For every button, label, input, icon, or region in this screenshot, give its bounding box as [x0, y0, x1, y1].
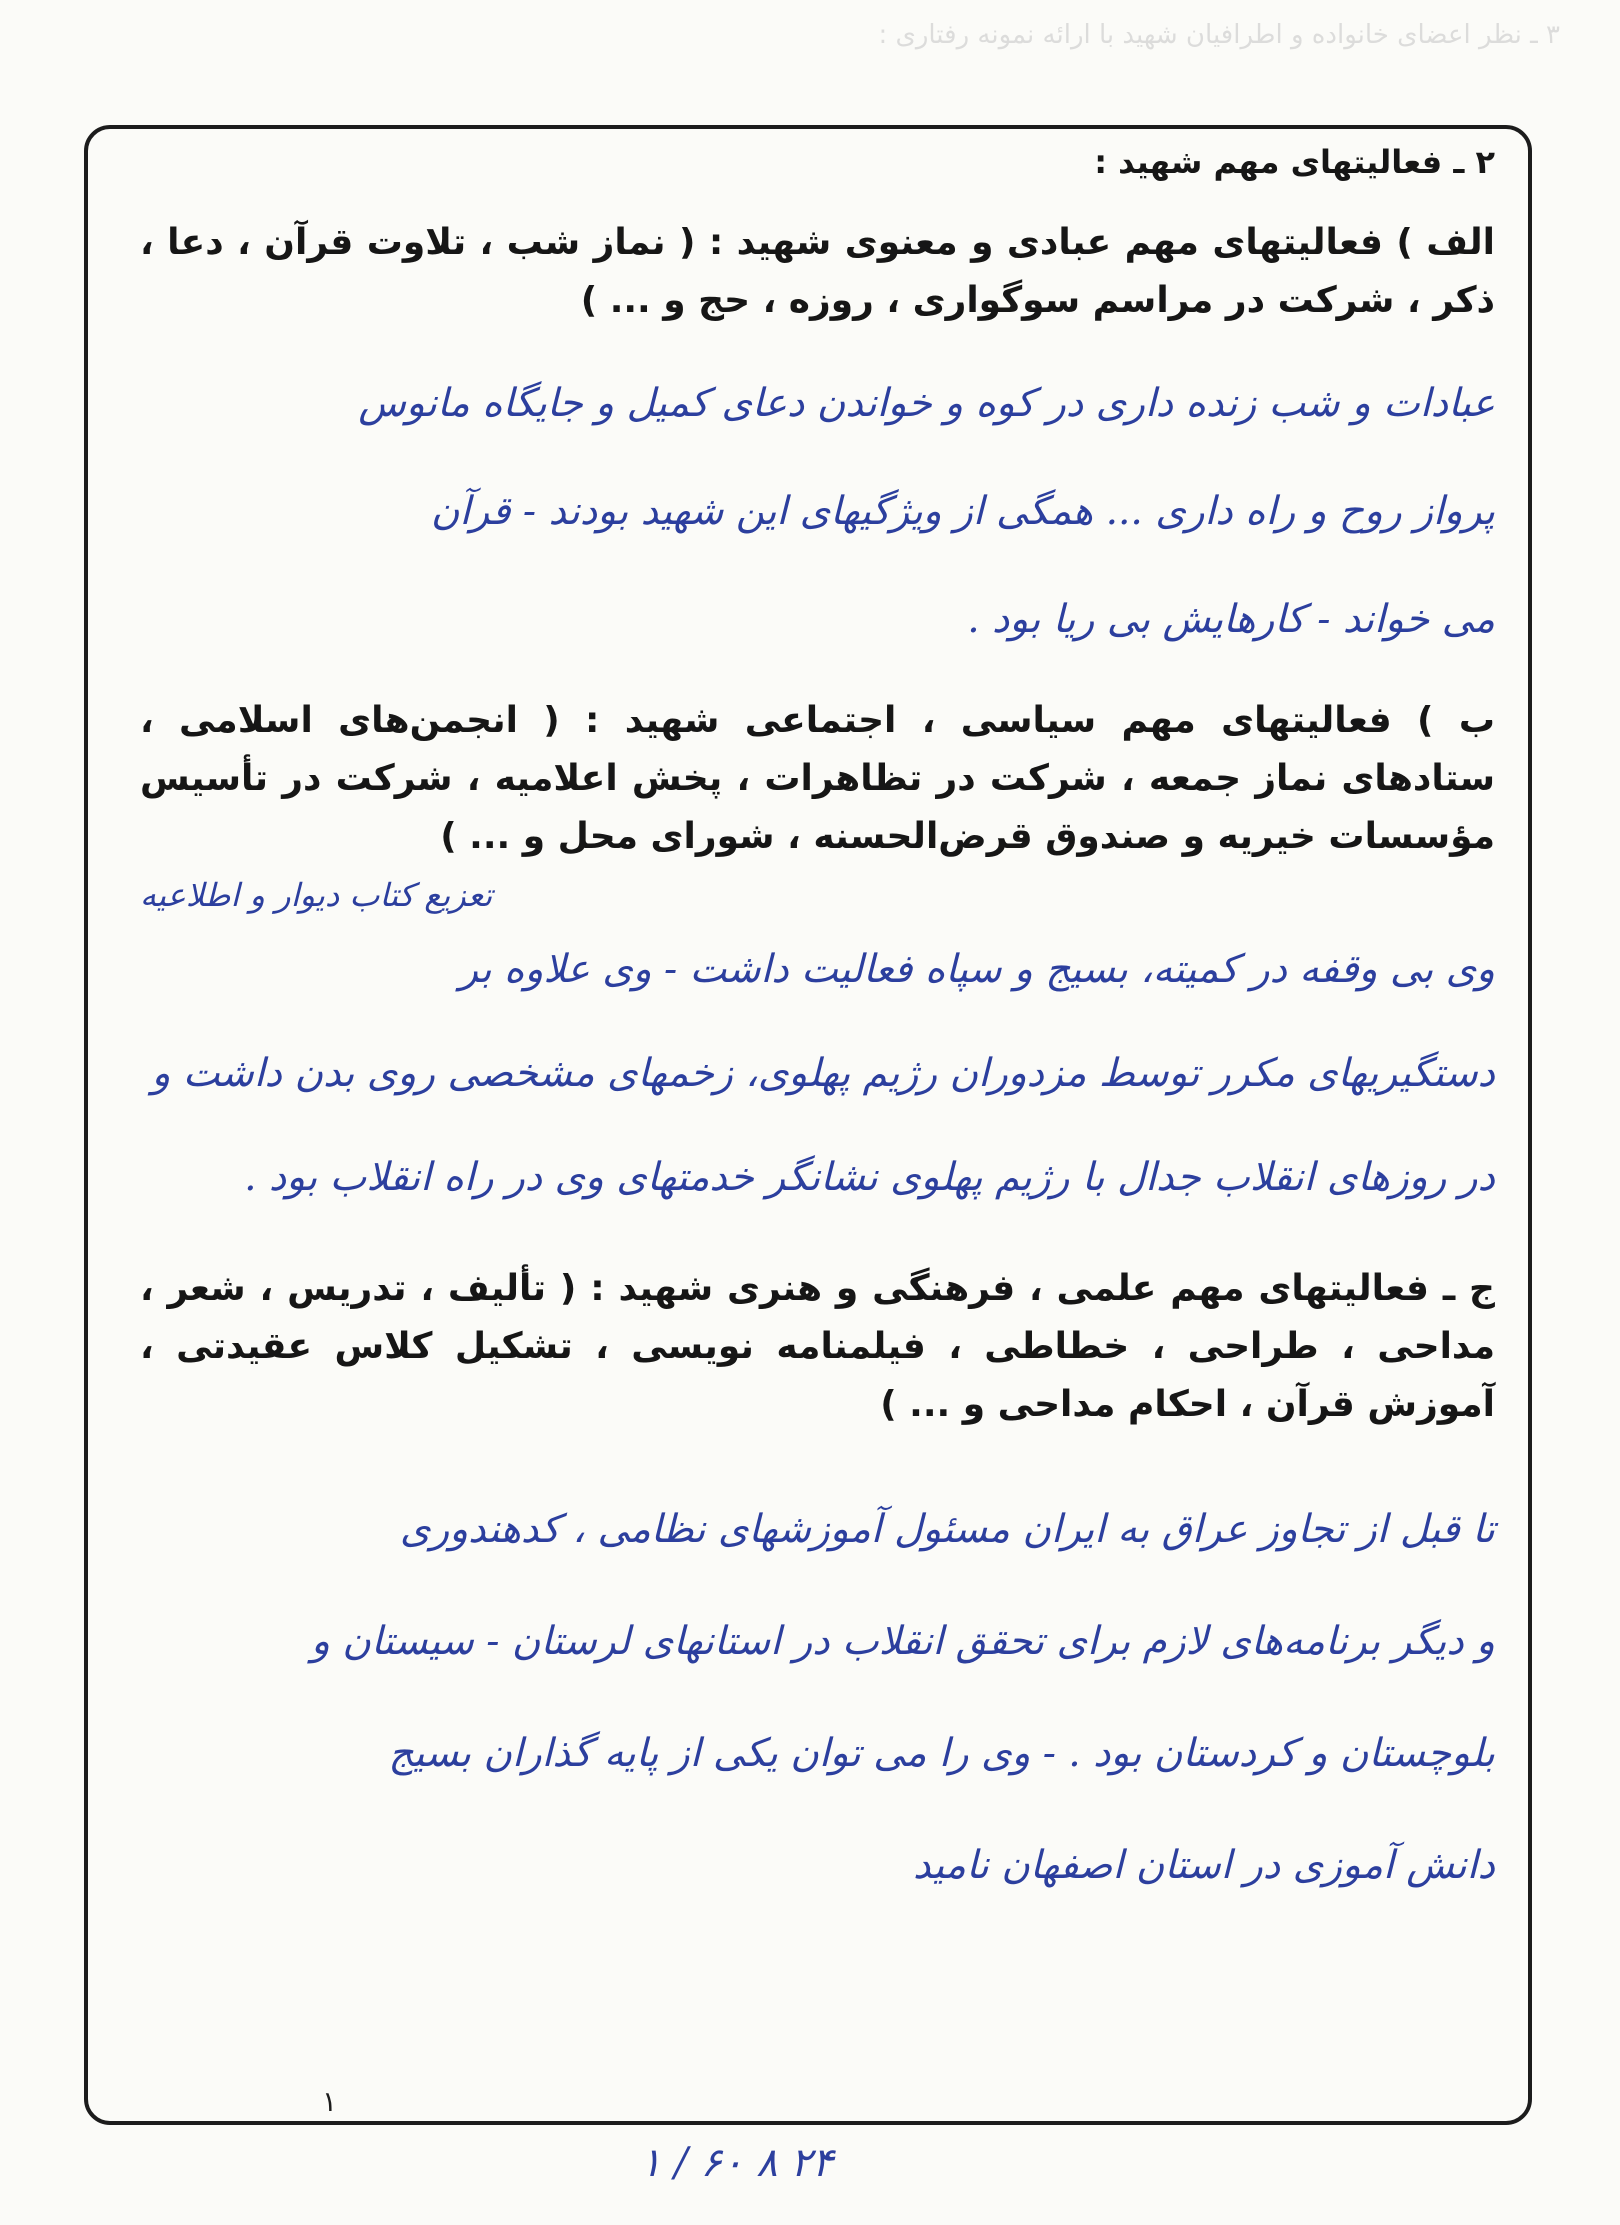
section-title: ۲ ـ فعالیتهای مهم شهید :: [1094, 143, 1495, 181]
footer-handwritten-note: ۲۴ ۸ ۶۰ / ۱: [640, 2140, 834, 2186]
handwritten-line: دانش آموزی در استان اصفهان نامید: [912, 1843, 1495, 1888]
printed-question-b: ب ) فعالیتهای مهم سیاسی ، اجتماعی شهید : ( انجمن‌های اسلامی ، ستادهای نماز جمعه ، شرکت در تظاهرات ، پخش اعلامیه ، شرکت در تأسیس مؤسسات خیریه و صندوق قرض‌الحسنه ، شورای محل و ... ): [140, 700, 1495, 857]
handwritten-answer-c: [140, 1474, 1495, 1922]
handwritten-line: بلوچستان و کردستان بود . - وی را می توان یکی از پایه گذاران بسیج: [388, 1731, 1495, 1776]
printed-question-c: ج ـ فعالیتهای مهم علمی ، فرهنگی و هنری شهید : ( تألیف ، تدریس ، شعر ، مداحی ، طراحی ، خطاطی ، فیلمنامه نویسی ، تشکیل کلاس عقیدتی ، آموزش قرآن ، احکام مداحی و ... ): [140, 1268, 1495, 1425]
document-content: [140, 140, 1495, 1922]
handwritten-answer-b: [140, 872, 1495, 1230]
handwritten-line: و دیگر برنامه‌های لازم برای تحقق انقلاب در استانهای لرستان - سیستان و: [311, 1619, 1495, 1664]
handwritten-line: دستگیریهای مکرر توسط مزدوران رژیم پهلوی، زخمهای مشخصی روی بدن داشت و: [151, 1051, 1495, 1096]
faint-background-header: ۳ ـ نظر اعضای خانواده و اطرافیان شهید با ارائه نمونه رفتاری :: [878, 20, 1560, 50]
handwritten-line: می خواند - کارهایش بی ریا بود .: [967, 597, 1495, 642]
handwritten-line: تا قبل از تجاوز عراق به ایران مسئول آموزشهای نظامی ، کدهندوری: [399, 1507, 1495, 1552]
handwritten-line: تعزیع کتاب دیوار و اطلاعیه: [140, 876, 493, 914]
handwritten-line: وی بی وقفه در کمیته، بسیج و سپاه فعالیت داشت - وی علاوه بر: [459, 947, 1495, 992]
handwritten-line: در روزهای انقلاب جدال با رژیم پهلوی نشانگر خدمتهای وی در راه انقلاب بود .: [244, 1155, 1495, 1200]
handwritten-line: عبادات و شب زنده داری در کوه و خواندن دعای کمیل و جایگاه مانوس: [358, 381, 1495, 426]
handwritten-answer-a: [140, 350, 1495, 674]
page-mark: ۱: [322, 2085, 338, 2118]
printed-question-a: الف ) فعالیتهای مهم عبادی و معنوی شهید : ( نماز شب ، تلاوت قرآن ، دعا ، ذکر ، شرکت در مراسم سوگواری ، روزه ، حج و ... ): [140, 222, 1495, 321]
handwritten-line: پرواز روح و راه داری ... همگی از ویژگیهای این شهید بودند - قرآن: [430, 489, 1495, 534]
